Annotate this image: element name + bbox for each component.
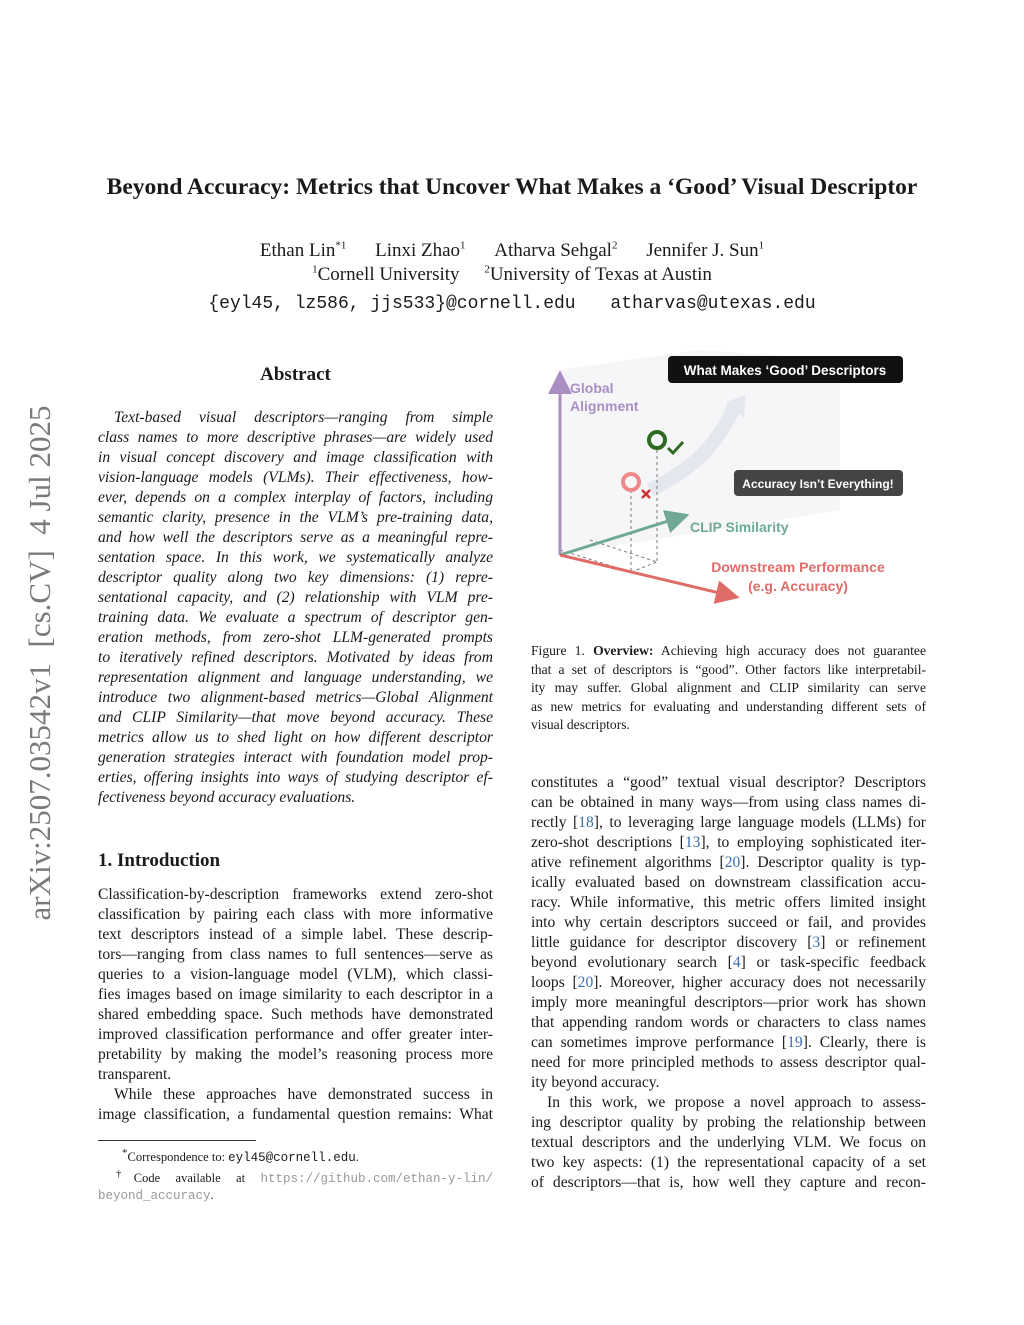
text-line: ity beyond accuracy.: [531, 1074, 660, 1091]
text-line: ing descriptor quality by probing the relationship between: [531, 1114, 926, 1131]
text-line: loops [20]. Moreover, higher accuracy does not necessarily: [531, 974, 926, 991]
axis-label-alignment: Alignment: [570, 398, 639, 414]
citation-link[interactable]: 20: [577, 974, 594, 991]
badge-text: Accuracy Isn’t Everything!: [742, 477, 894, 491]
text-line: into why certain descriptors succeed or fail, and provides: [531, 914, 926, 931]
text-line: need for more principled methods to assess descriptor qual-: [531, 1054, 926, 1071]
text-line: semantic clarity, presence in the VLM’s pre-training data,: [98, 509, 493, 526]
caption-line: [531, 642, 926, 661]
citation-link[interactable]: 3: [812, 934, 821, 951]
text-line: representation alignment and language understanding, we: [98, 669, 493, 686]
citation-link[interactable]: 4: [732, 954, 741, 971]
text-line: little guidance for descriptor discovery [3] or refinement: [531, 934, 926, 951]
text-line: two key aspects: (1) the representational capacity of a set: [531, 1154, 926, 1171]
text-line: ever, depends on a complex interplay of factors, including: [98, 489, 493, 506]
text-line: in visual concept discovery and image classification with: [98, 449, 493, 466]
author: [375, 240, 465, 261]
text-line: image classification, a fundamental question remains: What: [98, 1106, 493, 1123]
email: {eyl45, lz586, jjs533}@cornell.edu: [208, 294, 576, 314]
title-box-text: What Makes ‘Good’ Descriptors: [683, 363, 887, 378]
author-sup: 1: [460, 240, 466, 252]
paper-title: Beyond Accuracy: Metrics that Uncover What Makes a ‘Good’ Visual Descriptor: [106, 174, 918, 200]
text-line: text descriptors instead of a simple label. These descrip-: [98, 926, 493, 943]
affiliation-sup: 1: [312, 264, 318, 276]
text-line: that a set of descriptors is “good”. Other factors like interpretabil-: [531, 661, 926, 677]
caption-text: Achieving high accuracy does not guarantee: [653, 643, 927, 658]
footnote-text: Code available at: [133, 1171, 261, 1186]
citation-link[interactable]: 18: [578, 814, 594, 831]
code-link[interactable]: beyond_accuracy: [98, 1189, 211, 1204]
text-line: and CLIP Similarity—that move beyond accuracy. These: [98, 709, 493, 726]
text-line: queries to a vision-language model (VLM), which classi-: [98, 966, 493, 983]
citation-link[interactable]: 20: [724, 854, 741, 871]
text-line: can be obtained in many ways—from using class names di-: [531, 794, 926, 811]
text-line: fectiveness beyond accuracy evaluations.: [98, 789, 356, 806]
text-line: that appending random words or characters to class names: [531, 1014, 926, 1031]
text-line: imply more meaningful descriptors—prior work has shown: [531, 994, 926, 1011]
caption-label: Figure 1.: [531, 643, 594, 658]
caption-bold: Overview:: [593, 643, 654, 658]
author-sup: 1: [758, 240, 765, 252]
performance-axis: [560, 555, 728, 595]
text-line: shared embedding space. Such methods have demonstrated: [98, 1006, 493, 1023]
footnote-text: Correspondence to:: [127, 1150, 229, 1165]
text-line: class names to more descriptive phrases—are widely used: [98, 429, 493, 446]
text-line: Text-based visual descriptors—ranging from simple: [114, 409, 493, 426]
author-sup: *1: [335, 240, 347, 252]
abstract-body: [98, 408, 493, 808]
correspondence-email[interactable]: eyl45@cornell.edu: [228, 1151, 356, 1166]
text-line: textual descriptors and the underlying VLM. We focus on: [531, 1134, 926, 1151]
text-line: tors—ranging from class names to full sentences—serve as: [98, 946, 493, 963]
text-line: of descriptors—that is, how well they capture and recon-: [531, 1174, 926, 1191]
code-link[interactable]: https://github.com/ethan-y-lin/: [260, 1172, 493, 1187]
text-line: introduce two alignment-based metrics—Global Alignment: [98, 689, 493, 706]
footnote-correspondence: [98, 1145, 493, 1166]
text-line: can sometimes improve performance [19]. Clearly, there is: [531, 1034, 926, 1051]
axis-label-global: Global: [570, 380, 614, 396]
text-line: While these approaches have demonstrated success in: [114, 1086, 493, 1103]
text-line: zero-shot descriptions [13], to employing sophisticated iter-: [531, 834, 926, 851]
text-line: vision-language models (VLMs). Their effectiveness, how-: [98, 469, 493, 486]
author: [646, 240, 764, 261]
text-line: beyond evolutionary search [4] or task-specific feedback: [531, 954, 926, 971]
text-line: rectly [18], to leveraging large language models (LLMs) for: [531, 814, 926, 831]
author-sup: 2: [611, 240, 618, 252]
email: atharvas@utexas.edu: [610, 294, 816, 314]
text-line: transparent.: [98, 1066, 172, 1083]
author-name: Ethan Lin: [259, 240, 336, 262]
text-line: ically evaluated based on downstream classification accu-: [531, 874, 926, 891]
text-line: as new metrics for evaluating and understanding different sets of: [531, 698, 926, 714]
citation-link[interactable]: 13: [684, 834, 701, 851]
footnote-code: [98, 1166, 493, 1187]
emails: [0, 294, 1024, 314]
footnote-code-cont: [98, 1187, 493, 1204]
affiliation: [312, 264, 459, 285]
text-line: visual descriptors.: [531, 717, 630, 732]
text-line: to iteratively refined descriptors. Motivated by ideas from: [98, 649, 493, 666]
footnotes: [98, 1145, 493, 1204]
author: [494, 240, 617, 261]
axis-label-clip: CLIP Similarity: [690, 519, 789, 535]
text-line: generation strategies interact with foundation model prop-: [98, 749, 493, 766]
right-column-body: [531, 773, 926, 1193]
text-line: metrics allow us to shed light on how different descriptor: [98, 729, 493, 746]
axis-label-accuracy: (e.g. Accuracy): [748, 578, 848, 594]
text-line: descriptor quality along two key dimensions: (1) repre-: [98, 569, 493, 586]
author-name: Jennifer J. Sun: [646, 240, 759, 262]
text-line: classification by pairing each class with more informative: [98, 906, 493, 923]
footnote-text: .: [210, 1188, 214, 1203]
text-line: In this work, we propose a novel approach to assess-: [547, 1094, 926, 1111]
footnote-text: .: [355, 1150, 359, 1165]
text-line: pretability by making the model’s reasoning process more: [98, 1046, 493, 1063]
author-name: Linxi Zhao: [375, 240, 461, 262]
text-line: ative refinement algorithms [20]. Descriptor quality is typ-: [531, 854, 926, 871]
affiliation-sup: 2: [484, 264, 490, 276]
text-line: eration methods, from zero-shot LLM-generated prompts: [98, 629, 493, 646]
figure-1-overview: [540, 340, 920, 610]
text-line: racy. While informative, this metric offers limited insight: [531, 894, 926, 911]
footnote-mark: †: [116, 1168, 134, 1181]
axis-label-performance: Downstream Performance: [711, 559, 885, 575]
text-line: ity may suffer. Global alignment and CLIP similarity can serve: [531, 680, 926, 695]
affiliation: [484, 264, 712, 285]
affiliation-name: University of Texas at Austin: [489, 264, 712, 286]
figure-caption: [531, 642, 926, 735]
text-line: sentational capacity, and (2) relationship with VLM pre-: [98, 589, 493, 606]
text-line: constitutes a “good” textual visual descriptor? Descriptors: [531, 774, 926, 791]
text-line: Classification-by-description frameworks extend zero-shot: [98, 886, 493, 903]
text-line: fies images based on image similarity to each descriptor in a: [98, 986, 493, 1003]
author-name: Atharva Sehgal: [494, 240, 612, 262]
footnote-mark: *: [122, 1147, 128, 1159]
introduction-body: [98, 885, 493, 1125]
affiliations: [0, 264, 1024, 286]
introduction-heading: 1. Introduction: [98, 850, 221, 871]
text-line: erties, offering insights into ways of studying descriptor ef-: [98, 769, 493, 786]
arxiv-identifier: arXiv:2507.03542v1 [cs.CV] 4 Jul 2025: [22, 405, 57, 921]
citation-link[interactable]: 19: [787, 1034, 803, 1051]
text-line: sentation space. In this work, we systematically analyze: [98, 549, 493, 566]
text-line: improved classification performance and offer greater inter-: [98, 1026, 493, 1043]
author: [260, 240, 346, 261]
abstract-heading: Abstract: [260, 364, 331, 385]
author-list: [0, 240, 1024, 262]
text-line: training data. We evaluate a spectrum of descriptor gen-: [98, 609, 493, 626]
footnote-rule: [98, 1140, 256, 1141]
text-line: and how well the descriptors serve as a meaningful repre-: [98, 529, 493, 546]
affiliation-name: Cornell University: [317, 264, 460, 286]
